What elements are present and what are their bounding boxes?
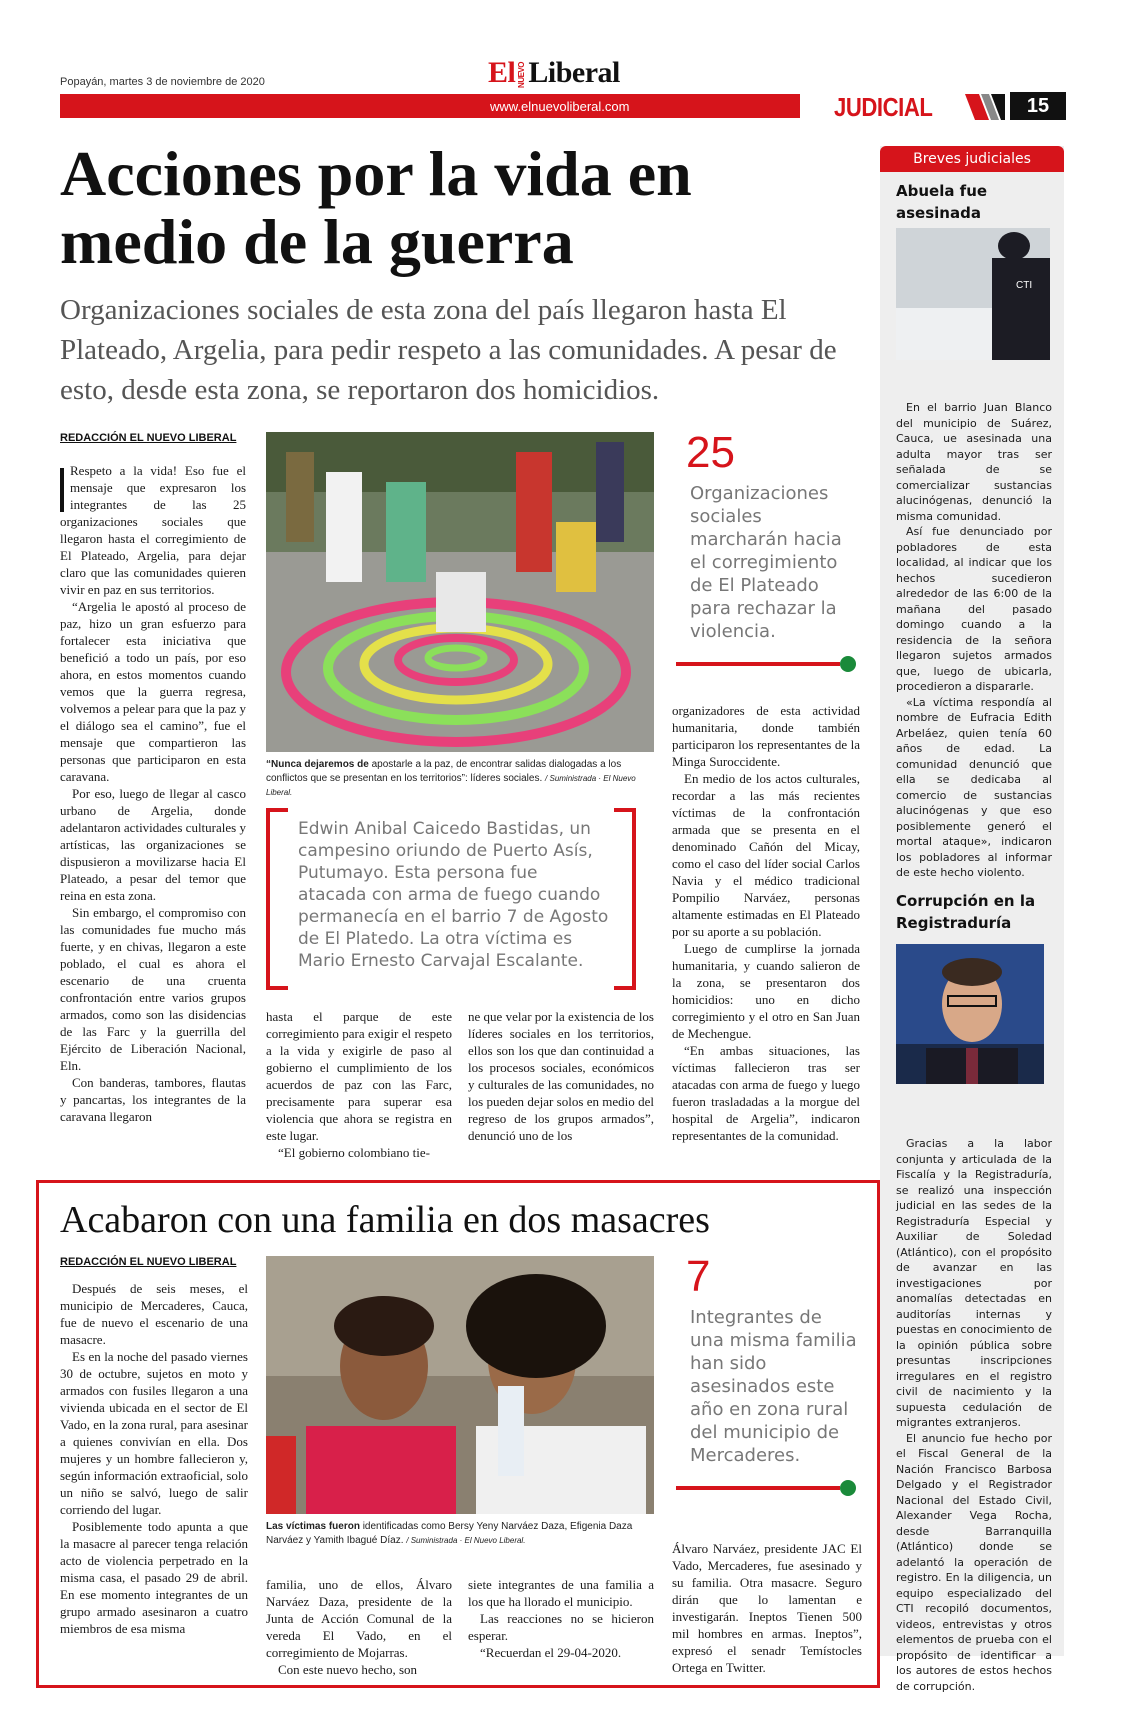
paragraph: ne que velar por la existencia de los líderes sociales en los territorios, ellos son los que dan continuidad a los procesos sociales, económicos y culturales de las comunidades, no los pueden dejar solos en medio del regreso de los grupos armados”, denunció uno de los bbox=[468, 1009, 654, 1143]
brief-1-title: Abuela fue asesinada bbox=[896, 182, 988, 222]
paragraph: Respeto a la vida! Eso fue el mensaje que expresaron los integrantes de las 25 organizaciones sociales que llegaron hasta el corregimiento de El Plateado, Argelia, para dejar claro que las comunidades quieren vivir en paz en sus territorios. bbox=[60, 463, 246, 597]
brief-2-photo bbox=[896, 944, 1044, 1084]
paragraph: «La víctima respondía al nombre de Eufracia Edith Arbeláez, quien tenía 60 años de edad. La comunidad denunció que ella se dedicaba al comercio de sustancias alucinógenas y que eso posiblemente generó el mortal ataque», indicaron los pobladores al informar de este hecho violento. bbox=[896, 695, 1052, 879]
main-byline: REDACCIÓN EL NUEVO LIBERAL bbox=[60, 432, 237, 444]
cti-agent-illustration bbox=[896, 228, 1050, 360]
fact-green-dot bbox=[840, 1480, 856, 1496]
photo-credit: / Suministrada · El Nuevo Liberal. bbox=[406, 1536, 526, 1545]
paragraph: Álvaro Narváez, presidente JAC El Vado, Mercaderes, fue asesinado y su familia. Otra masacre. Seguro dirán que lo lamentan e investigarán. Ineptos Tienen 500 mil hombres en armas. Ineptos”, expresó el senadr Temístocles Ortega en Twitter. bbox=[672, 1541, 862, 1675]
paragraph: Sin embargo, el compromiso con las comunidades fue mucho más fuerte, y en chivas, llegaron a este poblado, el cual es ahora el escenario de una cruenta confrontación entre varios grupos armados, como son las disidencias de las Farc y la guerrilla del Ejército de Liberación Nacional, Eln. bbox=[60, 905, 246, 1073]
second-column-3 bbox=[468, 1576, 654, 1661]
website-link[interactable]: www.elnuevoliberal.com bbox=[490, 99, 630, 114]
paragraph: “Recuerdan el 29-04-2020. bbox=[480, 1645, 622, 1660]
second-column-2 bbox=[266, 1576, 452, 1678]
section-name: JUDICIAL bbox=[834, 92, 933, 122]
paragraph: Posiblemente todo apunta a que la masacre al parecer tenga relación acto de violencia perpetrado en la misma casa, el pasado 29 de abril. En ese momento integrantes de un grupo armado asesinaron a cuatro miembros de esa misma bbox=[60, 1519, 248, 1636]
official-portrait-illustration bbox=[896, 944, 1044, 1084]
page-number: 15 bbox=[1010, 92, 1066, 120]
paragraph: familia, uno de ellos, Álvaro Narváez Daza, presidente de la Junta de Acción Comunal de la vereda El Vado, en el corregimiento de Mojarras. bbox=[266, 1577, 452, 1660]
paragraph: Gracias a la labor conjunta y articulada de la Fiscalía y la Registraduría, se realizó una inspección judicial en las sedes de la Registraduría Especial y Auxiliar de Soledad (Atlántico), con el propósito de avanzar en las investigaciones por anomalías detectadas en auditorías internas y puestas en conocimiento de la opinión pública sobre presuntas inscripciones irregulares en el registro civil de nacimiento y la supuesta cedulación de migrantes extranjeros. bbox=[896, 1137, 1052, 1429]
header-red-bar bbox=[60, 94, 800, 118]
sidebar-header: Breves judiciales bbox=[880, 146, 1064, 172]
paragraph: Luego de cumplirse la jornada humanitaria, y cuando salieron de la zona, se presentaron dos homicidios: uno en dicho corregimiento y el otro en San Juan de Mechengue. bbox=[672, 941, 860, 1041]
caption-text: identificadas como Bersy Yeny Narváez Daza, Efigenia Daza Narváez y Yamith Ibagué Díaz. bbox=[266, 1521, 633, 1546]
fact-number: 25 bbox=[686, 428, 735, 477]
main-column-3 bbox=[468, 1008, 654, 1144]
paragraph: Es en la noche del pasado viernes 30 de octubre, sujetos en moto y armados con fusiles llegaron a una vivienda ubicada en el sector de El Vado, en la zona rural, para asesinar a quienes convivían en ella. Dos mujeres y un hombre fallecieron y, según información extraoficial, solo un niño se salvó, luego de salir corriendo del lugar. bbox=[60, 1349, 248, 1517]
quote-bracket-left bbox=[266, 808, 288, 990]
brief-1-text bbox=[896, 400, 1052, 881]
fact-text: Organizaciones sociales marcharán hacia el corregimiento de El Plateado para rechazar la violencia. bbox=[690, 483, 842, 642]
caption-text: apostarle a la paz, de encontrar salidas dialogadas a los conflictos que se presentan en los territorios”: líderes sociales. bbox=[266, 759, 622, 784]
main-photo-caption bbox=[266, 758, 654, 800]
pull-quote: Edwin Anibal Caicedo Bastidas, un campesino oriundo de Puerto Asís, Putumayo. Esta persona fue atacada con arma de fuego cuando permanecía en el barrio 7 de Agosto de El Platedo. La otra víctima es Mario Ernesto Carvajal Escalante. bbox=[298, 819, 609, 971]
second-byline: REDACCIÓN EL NUEVO LIBERAL bbox=[60, 1256, 237, 1268]
brief-2-title: Corrupción en la Registraduría bbox=[896, 892, 1036, 932]
paragraph: “El gobierno colombiano tie- bbox=[278, 1145, 430, 1160]
cti-badge: CTI bbox=[1016, 280, 1033, 291]
caption-bold: Las víctimas fueron bbox=[266, 1521, 360, 1532]
paragraph: “En ambas situaciones, las víctimas fallecieron tras ser atacadas con arma de fuego y luego fueron trasladadas a la morgue del hospital de Argelia”, indicaron representantes de la comunidad. bbox=[672, 1043, 860, 1143]
fact-text: Integrantes de una misma familia han sido asesinados este año en zona rural del municipio de Mercaderes. bbox=[690, 1307, 857, 1466]
second-column-1 bbox=[60, 1280, 248, 1637]
main-deck: Organizaciones sociales de esta zona del país llegaron hasta El Plateado, Argelia, para pedir respeto a las comunidades. A pesar de esto, desde esta zona, se reportaron dos homicidios. bbox=[60, 294, 837, 406]
second-photo bbox=[266, 1256, 654, 1514]
paragraph: “Argelia le apostó al proceso de paz, hizo un gran esfuerzo para fortalecer esta iniciativa que benefició a todo un país, por eso ahora, en estos momentos cuando vemos que la guerra regresa, volvemos a pelear para que la paz y el diálogo sea el camino”, fue el mensaje que compartieron las personas que participaron en esta caravana. bbox=[60, 599, 246, 784]
photo-credit: / Suministrada · El Nuevo Liberal. bbox=[266, 774, 636, 797]
march-photo-illustration bbox=[266, 432, 654, 752]
brief-2-text bbox=[896, 1136, 1052, 1694]
fact-number: 7 bbox=[686, 1252, 711, 1301]
logo-nuevo: NUEVO bbox=[517, 62, 527, 89]
main-column-2 bbox=[266, 1008, 452, 1161]
logo-liberal: Liberal bbox=[528, 56, 620, 89]
fact-red-line bbox=[676, 1486, 840, 1490]
drop-cap bbox=[60, 468, 64, 512]
second-column-4 bbox=[672, 1540, 862, 1676]
paragraph: hasta el parque de este corregimiento para exigir el respeto a la vida y exigirle de paso al gobierno el cumplimiento de los acuerdos de paz con las Farc, precisamente para superar esa violencia que ahora se registra en este lugar. bbox=[266, 1009, 452, 1143]
paragraph: Con este nuevo hecho, son bbox=[278, 1662, 418, 1677]
fact-green-dot bbox=[840, 656, 856, 672]
caption-bold: “Nunca dejaremos de bbox=[266, 759, 369, 770]
logo-el: El bbox=[488, 56, 516, 89]
brief-1-photo bbox=[896, 228, 1050, 360]
main-headline: Acciones por la vida en medio de la guerra bbox=[60, 138, 692, 277]
header-stripes-icon bbox=[965, 94, 1005, 120]
main-column-4 bbox=[672, 702, 860, 1144]
paragraph: En medio de los actos culturales, recordar a las más recientes víctimas de la confrontación armada que se presenta en el denominado Cañón del Micay, como el caso del líder social Carlos Navia y el médico tradicional Pompilio Narváez, personas altamente estimadas en El Plateado por su aporte a su población. bbox=[672, 771, 860, 939]
issue-date: Popayán, martes 3 de noviembre de 2020 bbox=[60, 76, 265, 88]
main-photo bbox=[266, 432, 654, 752]
main-column-1 bbox=[60, 462, 246, 1125]
second-photo-caption bbox=[266, 1520, 654, 1548]
second-headline: Acabaron con una familia en dos masacres bbox=[60, 1199, 710, 1241]
fact-red-line bbox=[676, 662, 840, 666]
paragraph: El anuncio fue hecho por el Fiscal General de la Nación Francisco Barbosa Delgado y el Registrador Nacional del Estado Civil, Alexander Vega Rocha, desde Barranquilla (Atlántico) donde se adelantó la operación de registro. En la diligencia, un equipo especializado del CTI recopiló documentos, videos, entrevistas y otros elementos de prueba con el propósito de identificar a los autores de estos hechos de corrupción. bbox=[896, 1431, 1052, 1693]
paragraph: organizadores de esta actividad humanitaria, donde también participaron los representantes de la Minga Suroccidente. bbox=[672, 703, 860, 769]
newspaper-logo[interactable] bbox=[488, 56, 620, 90]
paragraph: Con banderas, tambores, flautas y pancartas, los integrantes de la caravana llegaron bbox=[60, 1075, 246, 1124]
paragraph: siete integrantes de una familia a los que ha llorado el municipio. bbox=[468, 1577, 654, 1609]
paragraph: Así fue denunciado por pobladores de esta localidad, al indicar que los hechos sucedieron alrededor de las 6:00 de la mañana del pasado domingo cuando a la residencia de la señora llegaron sujetos armados que, luego de ubicarla, procedieron a dispararle. bbox=[896, 525, 1052, 693]
quote-bracket-right bbox=[614, 808, 636, 990]
paragraph: Después de seis meses, el municipio de Mercaderes, Cauca, fue de nuevo el escenario de una masacre. bbox=[60, 1281, 248, 1347]
paragraph: Por eso, luego de llegar al casco urbano de Argelia, donde adelantaron actividades culturales y artísticas, las organizaciones se dispusieron a movilizarse hacia El Plateado, a pesar del temor que reina en esta zona. bbox=[60, 786, 246, 903]
victims-photo-illustration bbox=[266, 1256, 654, 1514]
paragraph: En el barrio Juan Blanco del municipio de Suárez, Cauca, ue asesinada una adulta mayor tras ser señalada de se comercializar sustancias alucinógenas, denunció la misma comunidad. bbox=[896, 401, 1052, 523]
paragraph: Las reacciones no se hicieron esperar. bbox=[468, 1611, 654, 1643]
